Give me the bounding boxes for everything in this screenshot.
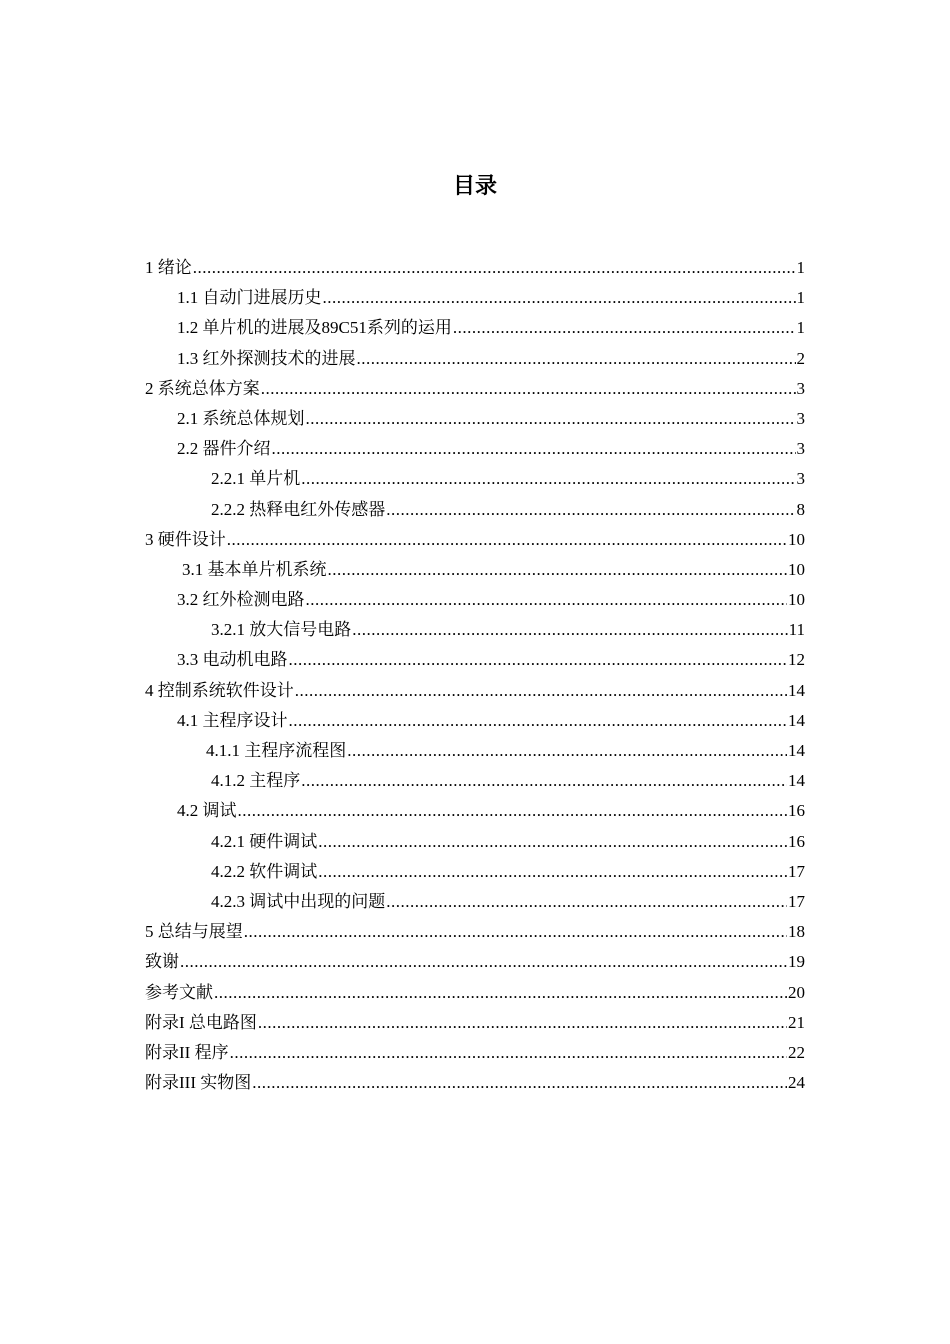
toc-entry-page-number: 3 [796,378,805,398]
toc-entry-label: 1 绪论 [145,258,192,277]
toc-entry[interactable] [145,283,805,313]
toc-dot-leader [289,645,788,675]
toc-entry[interactable] [145,887,805,917]
toc-dot-leader [238,796,788,826]
toc-entry[interactable] [145,917,805,947]
toc-entry-label: 2.2 器件介绍 [177,439,271,459]
toc-entry[interactable] [145,978,805,1008]
toc-dot-leader [261,374,796,404]
toc-entry[interactable] [145,736,805,766]
toc-entry-page-number: 8 [796,499,805,519]
toc-dot-leader [386,495,795,525]
toc-entry-label: 4.1 主程序设计 [177,710,288,730]
toc-dot-leader [328,555,788,585]
toc-entry-page-number: 16 [788,801,805,821]
toc-dot-leader [352,615,787,645]
toc-dot-leader [252,1068,787,1098]
toc-entry-label: 2.2.2 热释电红外传感器 [211,499,386,519]
toc-entry-page-number: 1 [796,288,805,308]
toc-entry-page-number: 10 [788,529,805,549]
toc-entry[interactable] [145,253,805,283]
toc-entry-label: 3.2 红外检测电路 [177,590,305,610]
toc-dot-leader [453,313,796,343]
toc-entry-label: 1.3 红外探测技术的进展 [177,348,356,368]
table-of-contents [145,253,805,1098]
toc-entry-label: 1.2 单片机的进展及89C51系列的运用 [177,318,452,338]
toc-dot-leader [318,857,787,887]
toc-entry-page-number: 12 [788,650,805,670]
toc-entry-label: 3.3 电动机电路 [177,650,288,670]
toc-dot-leader [306,404,796,434]
toc-entry[interactable] [145,555,805,585]
toc-entry-page-number: 22 [788,1042,805,1062]
toc-entry-page-number: 21 [788,1012,805,1032]
toc-entry[interactable] [145,615,805,645]
toc-dot-leader [214,978,787,1008]
toc-entry-page-number: 14 [788,680,805,700]
toc-entry-page-number: 11 [788,620,805,640]
toc-entry[interactable] [145,796,805,826]
toc-dot-leader [193,253,796,283]
toc-entry-page-number: 2 [796,348,805,368]
toc-entry[interactable] [145,827,805,857]
toc-entry-page-number: 14 [788,710,805,730]
toc-entry[interactable] [145,1068,805,1098]
toc-entry[interactable] [145,645,805,675]
toc-dot-leader [289,706,788,736]
toc-entry-label: 4 控制系统软件设计 [145,680,294,700]
toc-dot-leader [301,464,795,494]
toc-entry-page-number: 14 [788,771,805,791]
toc-entry[interactable] [145,313,805,343]
toc-entry[interactable] [145,676,805,706]
toc-entry-label: 附录II 程序 [145,1042,229,1062]
toc-entry[interactable] [145,404,805,434]
toc-entry[interactable] [145,344,805,374]
toc-entry-page-number: 10 [788,559,805,579]
toc-entry-label: 致谢 [145,952,179,972]
toc-entry-page-number: 14 [788,741,805,760]
toc-entry-page-number: 3 [796,408,805,428]
toc-dot-leader [230,1038,787,1068]
toc-entry-page-number: 1 [796,318,805,338]
toc-entry-page-number: 3 [796,439,805,459]
page-title: 目录 [452,174,497,199]
toc-entry[interactable] [145,766,805,796]
toc-entry-page-number: 10 [788,590,805,610]
toc-dot-leader [386,887,787,917]
toc-entry-label: 2.1 系统总体规划 [177,408,305,428]
toc-entry-label: 3.1 基本单片机系统 [182,559,327,579]
toc-dot-leader [347,736,787,766]
toc-entry[interactable] [145,464,805,494]
toc-dot-leader [258,1008,787,1038]
toc-entry-label: 附录I 总电路图 [145,1012,257,1032]
toc-entry-page-number: 17 [788,891,805,911]
toc-entry[interactable] [145,947,805,977]
toc-entry-label: 4.2 调试 [177,801,237,821]
toc-dot-leader [306,585,788,615]
toc-entry[interactable] [145,1038,805,1068]
toc-entry-label: 4.1.1 主程序流程图 [206,741,347,760]
toc-entry-page-number: 16 [788,831,805,851]
toc-entry-label: 2.2.1 单片机 [211,469,301,489]
toc-entry-label: 4.2.2 软件调试 [211,861,318,881]
toc-dot-leader [180,947,787,977]
toc-entry-label: 4.2.3 调试中出现的问题 [211,891,386,911]
toc-entry-label: 3 硬件设计 [145,529,226,549]
toc-entry-label: 1.1 自动门进展历史 [177,288,322,308]
toc-entry-label: 4.1.2 主程序 [211,771,301,791]
toc-entry-page-number: 1 [796,258,805,277]
toc-entry-label: 3.2.1 放大信号电路 [211,620,352,640]
toc-dot-leader [323,283,796,313]
toc-dot-leader [244,917,787,947]
toc-dot-leader [227,525,787,555]
toc-entry[interactable] [145,857,805,887]
toc-entry-label: 参考文献 [145,982,213,1002]
toc-entry[interactable] [145,374,805,404]
toc-entry-page-number: 17 [788,861,805,881]
toc-entry-page-number: 24 [788,1073,805,1093]
toc-entry-label: 5 总结与展望 [145,922,243,942]
toc-entry-label: 4.2.1 硬件调试 [211,831,318,851]
toc-entry[interactable] [145,525,805,555]
toc-dot-leader [272,434,796,464]
toc-entry-page-number: 20 [788,982,805,1002]
toc-entry-page-number: 3 [796,469,805,489]
toc-entry-label: 附录III 实物图 [145,1073,252,1093]
toc-dot-leader [295,676,787,706]
toc-entry-label: 2 系统总体方案 [145,378,260,398]
toc-dot-leader [301,766,787,796]
toc-entry[interactable] [145,495,805,525]
toc-entry[interactable] [145,585,805,615]
toc-entry[interactable] [145,1008,805,1038]
toc-entry[interactable] [145,434,805,464]
toc-dot-leader [318,827,787,857]
toc-entry[interactable] [145,706,805,736]
toc-entry-page-number: 18 [788,922,805,942]
toc-dot-leader [357,344,796,374]
toc-entry-page-number: 19 [788,952,805,972]
